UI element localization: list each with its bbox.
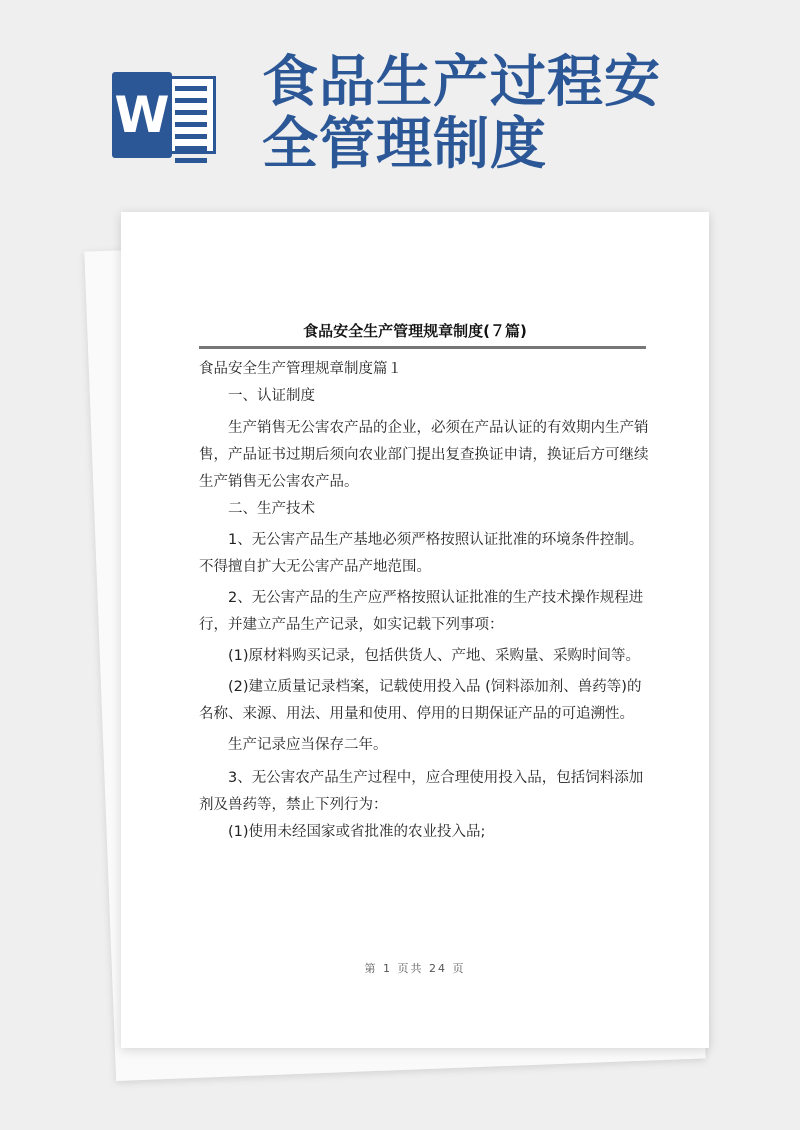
page-title: 食品生产过程安全管理制度 (262, 50, 661, 177)
document-page (121, 212, 709, 1048)
paragraph: 3、无公害农产品生产过程中，应合理使用投入品，包括饲料添加剂及兽药等，禁止下列行为： (199, 770, 644, 813)
paragraph: (2)建立质量记录档案，记载使用投入品 (饲料添加剂、兽药等)的名称、来源、用法、用量和使用、停用的日期保证产品的可追溯性。 (199, 679, 642, 722)
paragraph: 二、生产技术 (228, 501, 315, 517)
page-footer: 第 1 页共 24 页 (364, 962, 466, 975)
paragraph: 生产记录应当保存二年。 (228, 737, 388, 753)
document-title: 食品安全生产管理规章制度(７篇) (303, 322, 527, 340)
document-body (199, 356, 651, 846)
paragraph: 1、无公害产品生产基地必须严格按照认证批准的环境条件控制。不得擅自扩大无公害产品产地范围。 (199, 532, 644, 575)
section-heading: 食品安全生产管理规章制度篇１ (199, 361, 402, 377)
title-divider (199, 346, 646, 349)
word-document-icon (112, 72, 216, 158)
paragraph: (1)使用未经国家或省批准的农业投入品; (228, 824, 486, 840)
paragraph: 生产销售无公害农产品的企业，必须在产品认证的有效期内生产销售，产品证书过期后须向农业部门提出复查换证申请，换证后方可继续生产销售无公害农产品。 (199, 420, 649, 490)
paragraph: (1)原材料购买记录，包括供货人、产地、采购量、采购时间等。 (228, 648, 641, 664)
paragraph: 一、认证制度 (228, 388, 315, 404)
paragraph: 2、无公害产品的生产应严格按照认证批准的生产技术操作规程进行，并建立产品生产记录，如实记载下列事项： (199, 590, 644, 633)
word-badge: W (112, 72, 172, 158)
